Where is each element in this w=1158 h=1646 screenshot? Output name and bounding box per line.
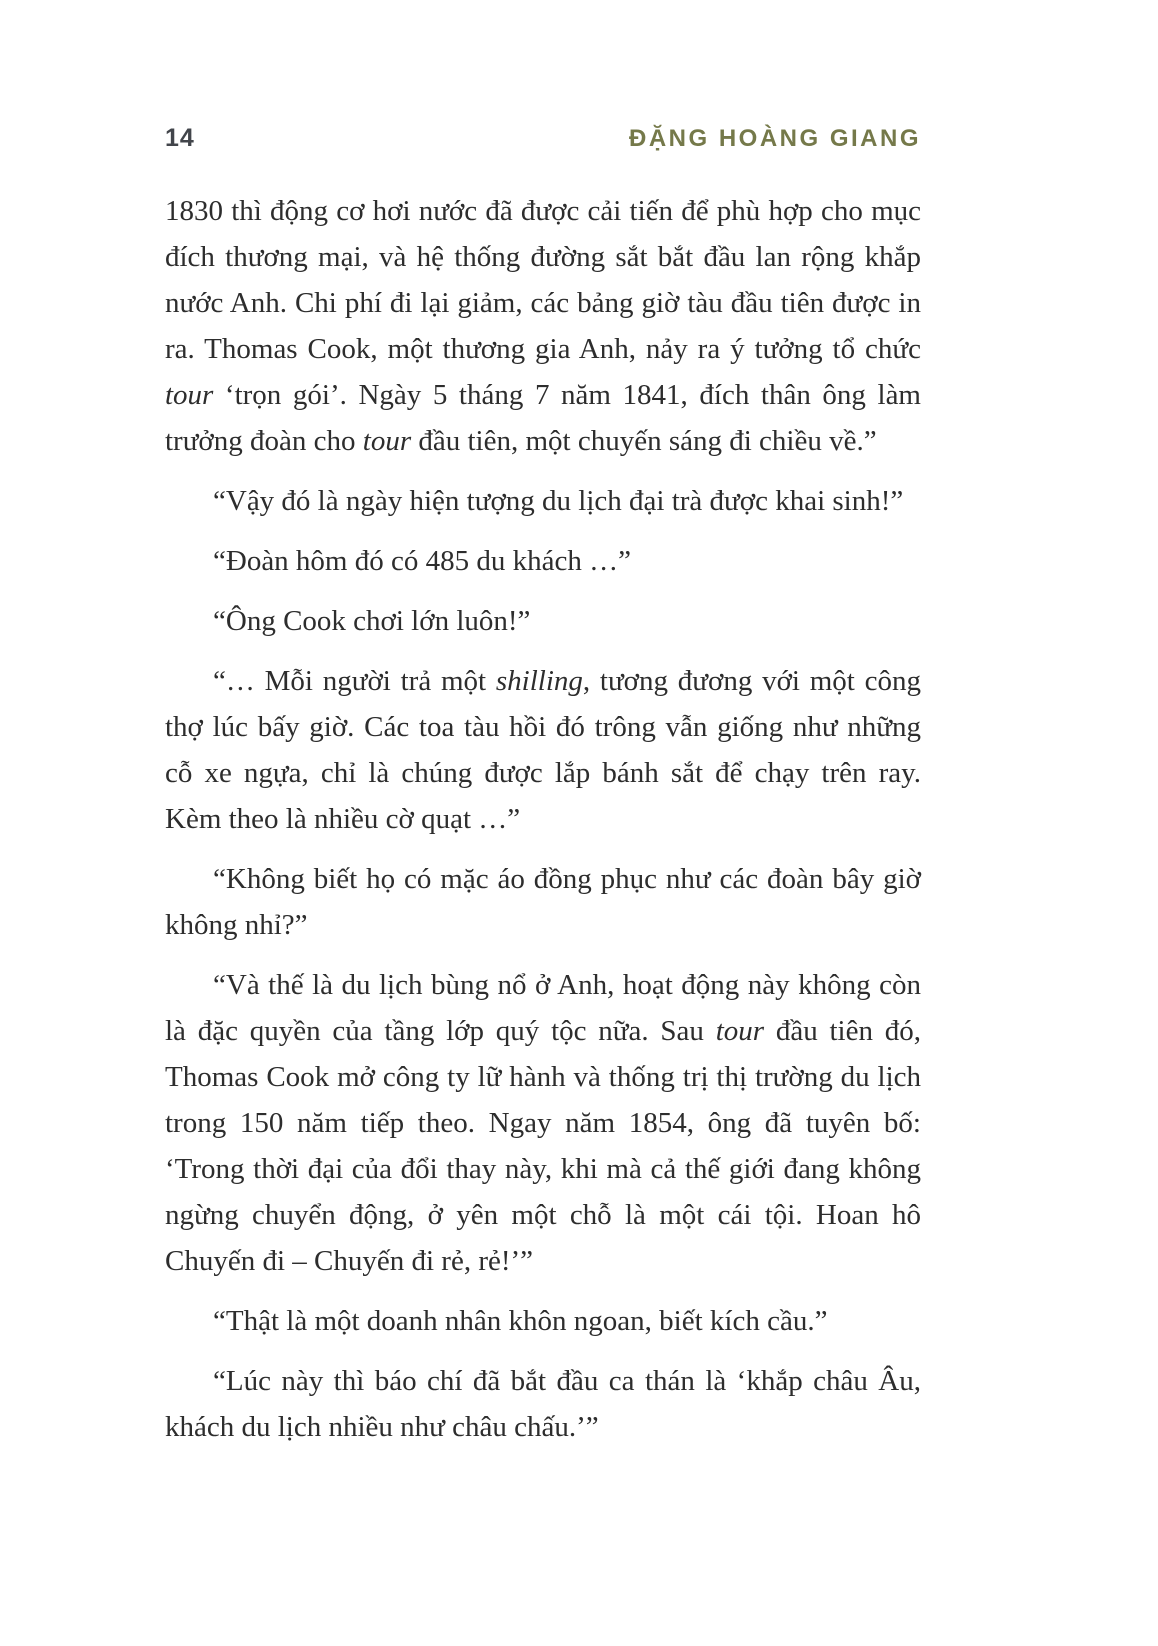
paragraph [165, 962, 921, 1284]
text-segment: 1830 thì động cơ hơi nước đã được cải tiến để phù hợp cho mục đích thương mại, và hệ thống đường sắt bắt đầu lan rộng khắp nước Anh. Chi phí đi lại giảm, các bảng giờ tàu đầu tiên được in ra. Thomas Cook, một thương gia Anh, nảy ra ý tưởng tổ chức [165, 195, 921, 365]
paragraph [165, 598, 921, 644]
text-segment: “Lúc này thì báo chí đã bắt đầu ca thán là ‘khắp châu Âu, khách du lịch nhiều như châu chấu.’” [165, 1365, 921, 1443]
text-segment: “… Mỗi người trả một [213, 665, 496, 697]
italic-text-segment: shilling [495, 665, 583, 697]
paragraph [165, 538, 921, 584]
text-segment: “Ông Cook chơi lớn luôn!” [213, 605, 531, 637]
paragraph [165, 478, 921, 524]
running-header [165, 124, 921, 153]
paragraph [165, 188, 921, 464]
text-segment: “Và thế là du lịch bùng nổ ở Anh, hoạt động này không còn là đặc quyền của tầng lớp quý tộc nữa. Sau [165, 969, 921, 1047]
italic-text-segment: tour [165, 379, 214, 411]
text-segment: “Vậy đó là ngày hiện tượng du lịch đại trà được khai sinh!” [213, 485, 904, 517]
text-segment: “Không biết họ có mặc áo đồng phục như các đoàn bây giờ không nhỉ?” [165, 863, 921, 941]
paragraph [165, 1358, 921, 1450]
body-text [165, 188, 921, 1464]
text-segment: “Thật là một doanh nhân khôn ngoan, biết kích cầu.” [213, 1305, 828, 1337]
italic-text-segment: tour [715, 1015, 765, 1047]
text-segment: đầu tiên, một chuyến sáng đi chiều về.” [411, 425, 877, 457]
paragraph [165, 1298, 921, 1344]
italic-text-segment: tour [362, 425, 412, 457]
running-head-author: ĐẶNG HOÀNG GIANG [629, 125, 921, 152]
text-segment: , tương đương với một công thợ lúc bấy giờ. Các toa tàu hồi đó trông vẫn giống như những cỗ xe ngựa, chỉ là chúng được lắp bánh sắt để chạy trên ray. Kèm theo là nhiều cờ quạt …” [165, 665, 921, 835]
paragraph [165, 658, 921, 842]
paragraph [165, 856, 921, 948]
text-segment: đầu tiên đó, Thomas Cook mở công ty lữ hành và thống trị thị trường du lịch trong 150 năm tiếp theo. Ngay năm 1854, ông đã tuyên bố: ‘Trong thời đại của đổi thay này, khi mà cả thế giới đang không ngừng chuyển động, ở yên một chỗ là một cái tội. Hoan hô Chuyến đi – Chuyến đi rẻ, rẻ!’” [165, 1015, 921, 1277]
text-segment: “Đoàn hôm đó có 485 du khách …” [213, 545, 631, 577]
text-segment: ‘trọn gói’. Ngày 5 tháng 7 năm 1841, đích thân ông làm trưởng đoàn cho [165, 379, 921, 457]
page-number: 14 [165, 124, 195, 152]
